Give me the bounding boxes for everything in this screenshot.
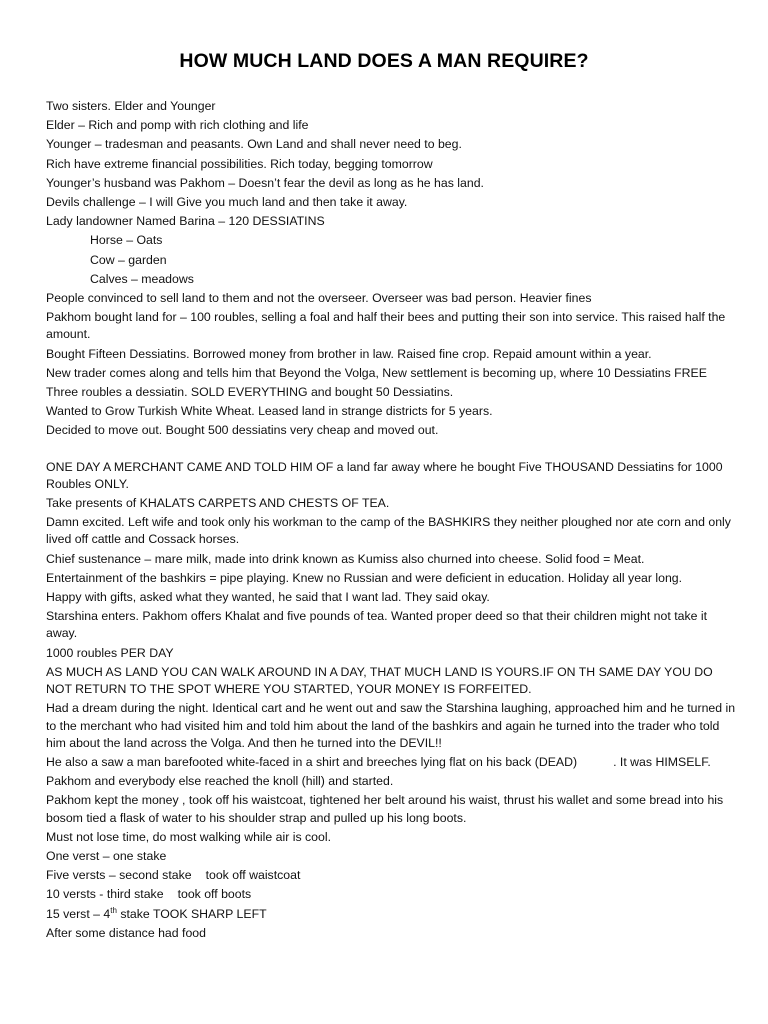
text-line: Happy with gifts, asked what they wanted, he said that I want lad. They said okay. <box>46 590 490 605</box>
text-paragraph: Pakhom kept the money , took off his waistcoat, tightened her belt around his waist, thrust his wallet and some bread into his bosom tied a flask of water to his shoulder strap and pulled up his long boots. <box>46 793 724 825</box>
text-line: Rich have extreme financial possibilities. Rich today, begging tomorrow <box>46 156 433 171</box>
text-paragraph: ONE DAY A MERCHANT CAME AND TOLD HIM OF a land far away where he bought Five THOUSAND Dessiatins for 1000 Roubles ONLY. <box>46 459 723 491</box>
indented-line: Calves – meadows <box>90 271 194 286</box>
document-body <box>46 98 736 942</box>
text-paragraph: Starshina enters. Pakhom offers Khalat and five pounds of tea. Wanted proper deed so that their children might not take it away. <box>46 609 708 641</box>
text-line: Chief sustenance – mare milk, made into drink known as Kumiss also churned into cheese. Solid food = Meat. <box>46 551 645 566</box>
text-segment: took off waistcoat <box>205 868 301 883</box>
text-line: Younger – tradesman and peasants. Own Land and shall never need to beg. <box>46 137 462 152</box>
text-line: Must not lose time, do most walking while air is cool. <box>46 829 331 844</box>
text-line: New trader comes along and tells him that Beyond the Volga, New settlement is becoming up, where 10 Dessiatins FREE <box>46 365 707 380</box>
text-line: Decided to move out. Bought 500 dessiatins very cheap and moved out. <box>46 423 439 438</box>
text-line: Younger’s husband was Pakhom – Doesn’t fear the devil as long as he has land. <box>46 175 484 190</box>
text-paragraph: Had a dream during the night. Identical cart and he went out and saw the Starshina laughing, approached him and he turned in to the merchant who had visited him and told him about the land of the bashkirs and again he turned into the trader who told him about the land across the Volga. And then he turned into the DEVIL!! <box>46 701 736 750</box>
text-segment: Five versts – second stake <box>46 868 192 883</box>
indented-line: Horse – Oats <box>90 233 163 248</box>
text-paragraph: Pakhom bought land for – 100 roubles, selling a foal and half their bees and putting their son into service. This raised half the amount. <box>46 310 726 342</box>
text-line: Lady landowner Named Barina – 120 DESSIATINS <box>46 214 325 229</box>
text-segment: took off boots <box>177 887 252 902</box>
indented-line: Cow – garden <box>90 252 167 267</box>
text-line <box>46 886 736 903</box>
text-segment: 10 versts - third stake <box>46 887 164 902</box>
blank-line <box>46 440 736 459</box>
text-line: Two sisters. Elder and Younger <box>46 99 216 113</box>
text-line: Devils challenge – I will Give you much land and then take it away. <box>46 195 408 210</box>
text-paragraph: Damn excited. Left wife and took only his workman to the camp of the BASHKIRS they neither ploughed nor ate corn and only lived off cattle and Cossack horses. <box>46 515 731 547</box>
text-line <box>46 754 736 771</box>
text-line <box>46 906 736 923</box>
text-line: Three roubles a dessiatin. SOLD EVERYTHING and bought 50 Dessiatins. <box>46 385 454 400</box>
text-line: Wanted to Grow Turkish White Wheat. Leased land in strange districts for 5 years. <box>46 404 493 419</box>
text-line: Entertainment of the bashkirs = pipe playing. Knew no Russian and were deficient in education. Holiday all year long. <box>46 570 683 585</box>
text-line: People convinced to sell land to them and not the overseer. Overseer was bad person. Heavier fines <box>46 291 592 306</box>
text-line: One verst – one stake <box>46 848 167 863</box>
text-segment: stake TOOK SHARP LEFT <box>116 906 267 921</box>
text-line: After some distance had food <box>46 925 206 940</box>
text-segment: 15 verst – 4 <box>46 906 111 921</box>
text-segment: He also a saw a man barefooted white-faced in a shirt and breeches lying flat on his back (DEAD) <box>46 754 578 769</box>
text-line: Bought Fifteen Dessiatins. Borrowed money from brother in law. Raised fine crop. Repaid amount within a year. <box>46 346 652 361</box>
text-line: Elder – Rich and pomp with rich clothing and life <box>46 118 309 133</box>
text-line: Pakhom and everybody else reached the knoll (hill) and started. <box>46 774 394 789</box>
text-line: Take presents of KHALATS CARPETS AND CHESTS OF TEA. <box>46 496 390 511</box>
text-line: 1000 roubles PER DAY <box>46 645 174 660</box>
superscript: th <box>110 905 117 915</box>
text-line <box>46 867 736 884</box>
text-paragraph: AS MUCH AS LAND YOU CAN WALK AROUND IN A DAY, THAT MUCH LAND IS YOURS.IF ON TH SAME DAY YOU DO NOT RETURN TO THE SPOT WHERE YOU STARTED, YOUR MONEY IS FORFEITED. <box>46 664 713 697</box>
text-segment: . It was HIMSELF. <box>613 754 711 769</box>
document-title: HOW MUCH LAND DOES A MAN REQUIRE? <box>179 50 589 72</box>
